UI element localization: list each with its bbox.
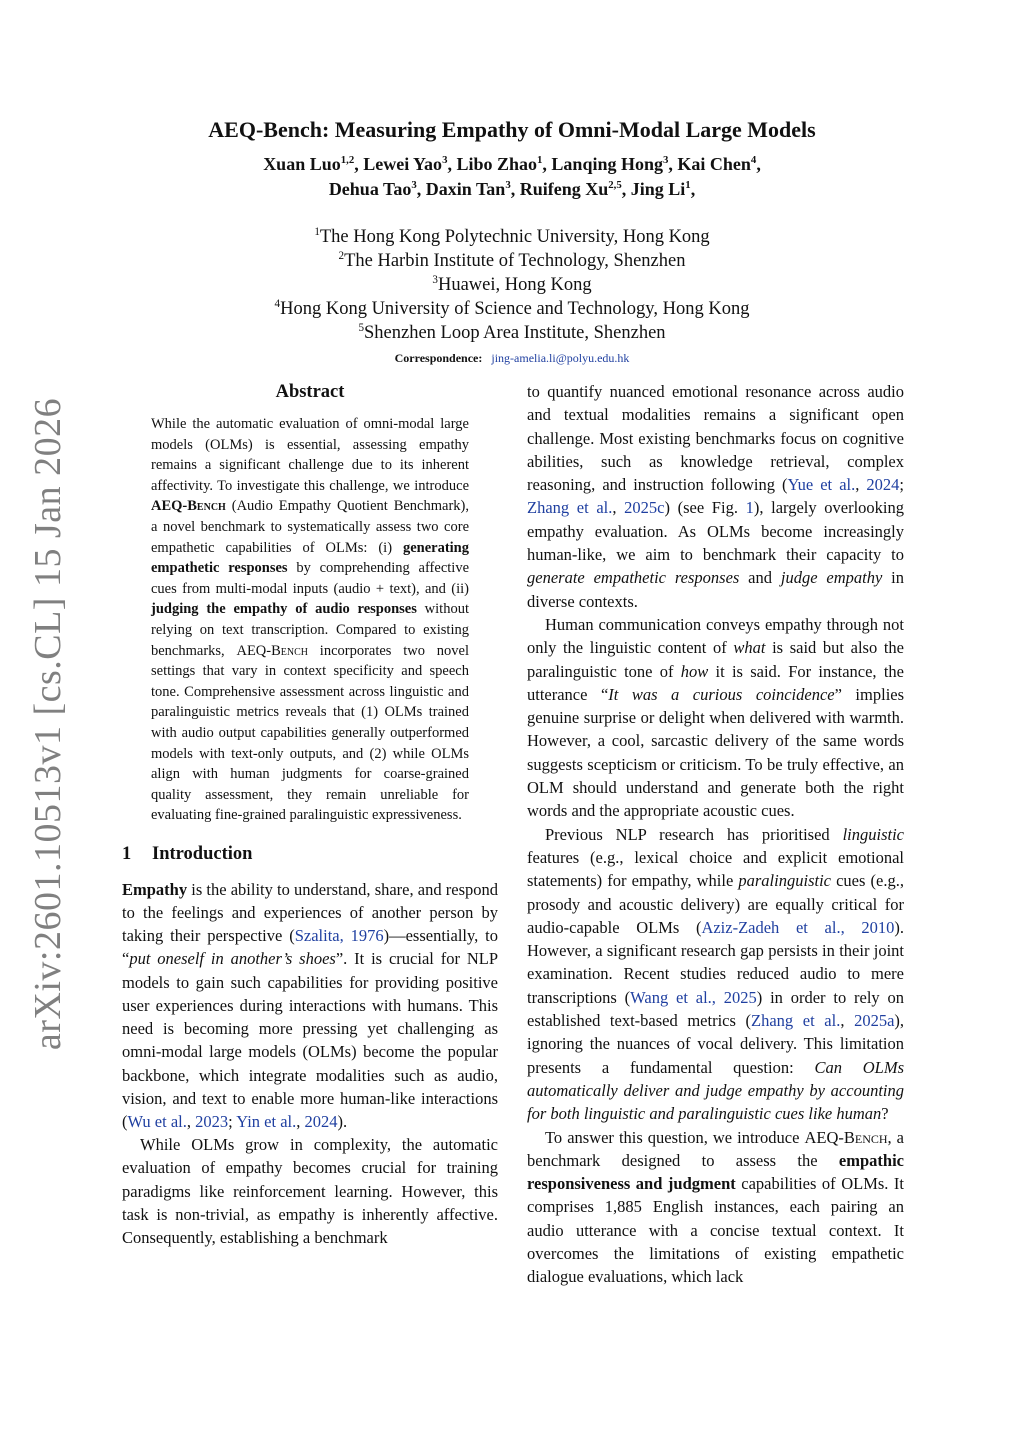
citation-link[interactable]: 2024 [866,475,900,495]
left-column [122,380,498,1249]
abstract-paragraph: While the automatic evaluation of omni-modal large models (OLMs) is essential, assessing empathy remains a significant challenge due to its inherent affectivity. To investigate this challenge, we introduce AEQ-Bench (Audio Empathy Quotient Benchmark), a novel benchmark to systematically assess two core empathetic capabilities of OLMs: (i) generating empathetic responses by comprehending affective cues from multi-modal inputs (audio + text), and (ii) judging the empathy of audio responses without relying on text transcription. Compared to existing benchmarks, AEQ-Bench incorporates two novel settings that vary in context specificity and speech tone. Comprehensive assessment across linguistic and paralinguistic metrics reveals that (1) OLMs trained with audio output capabilities generally outperformed models with text-only outputs, and (2) while OLMs align with human judgments for coarse-grained quality assessment, they remain unreliable for evaluating fine-grained paralinguistic expressiveness. [151,416,470,824]
right-paragraph-2: Human communication conveys empathy through not only the linguistic content of what is said but also the paralinguistic tone of how it is said. For instance, the utterance “It was a curious coincidence” implies genuine surprise or delight when delivered with warmth. However, a cool, sarcastic delivery of the same words suggests scepticism or criticism. To be truly effective, an OLM should understand and generate both the right words and the appropriate acoustic cues. [527,614,905,821]
citation-link[interactable]: Yin et al. [236,1111,297,1131]
citation-link[interactable]: 2025 [723,987,757,1007]
author-daxin-tan: Daxin Tan$^3$, [425,178,520,199]
right-paragraph-1: to quantify nuanced emotional resonance across audio and textual modalities remains a significant open challenge. Most existing benchmarks focus on cognitive abilities, such as knowledge retrieval, complex reasoning, and instruction following (Yue et al., 2024; Zhang et al., 2025c) (see Fig. 1), largely overlooking empathy evaluation. As OLMs become increasingly human-like, we aim to benchmark their capacity to generate empathetic responses and judge empathy in diverse contexts. [527,382,904,611]
right-paragraph-4: To answer this question, we introduce AEQ-Bench, a benchmark designed to assess the empathic responsiveness and judgment capabilities of OLMs. It comprises 1,885 English instances, each pairing an audio utterance with a concise textual context. It overcomes the limitations of existing empathetic dialogue evaluations, which lack [527,1127,904,1287]
introduction-body [122,878,498,1249]
citation-link[interactable]: 2024 [304,1111,338,1131]
correspondence-email-link[interactable]: jing-amelia.li@polyu.edu.hk [491,351,630,365]
citation-link[interactable]: Zhang et al. [751,1011,841,1031]
citation-link[interactable]: 2025c [624,498,665,518]
affiliation-item: $^4$Hong Kong University of Science and Technology, Hong Kong [274,297,750,319]
benchmark-name: AEQ-Bench [151,498,226,515]
right-paragraph-3: Previous NLP research has prioritised linguistic features (e.g., lexical choice and explicit emotional statements) for empathy, while paralinguistic cues (e.g., prosody and acoustic delivery) are equally critical for audio-capable OLMs (Aziz-Zadeh et al., 2010). However, a significant research gap persists in their joint examination. Recent studies reduced audio to mere transcriptions (Wang et al., 2025) in order to rely on established text-based metrics (Zhang et al., 2025a), ignoring the nuances of vocal delivery. This limitation presents a fundamental question: Can OLMs automatically deliver and judge empathy by accounting for both linguistic and paralinguistic cues like human? [527,824,905,1124]
citation-link[interactable]: 2023 [195,1111,229,1131]
arxiv-id: arXiv:2601.10513v1 [cs.CL] 15 Jan 2026 [27,397,70,1051]
citation-link[interactable]: 1976 [350,926,384,946]
citation-link[interactable]: 2025a [854,1011,895,1031]
citation-link[interactable]: Wu et al. [127,1111,187,1131]
section-heading-introduction: 1 Introduction [122,843,253,864]
affiliation-item: $^5$Shenzhen Loop Area Institute, Shenzhen [358,321,666,343]
citation-link[interactable]: Wang et al., [630,987,716,1007]
affiliation-item: $^3$Huawei, Hong Kong [432,273,592,295]
author-xuan-luo: Xuan Luo$^{1,2}$, [263,153,364,174]
citation-link[interactable]: Yue et al. [787,475,856,495]
paper-header [0,114,1024,367]
citation-link[interactable]: Zhang et al. [527,498,613,518]
author-jing-li: Jing Li$^1$, [630,178,696,199]
citation-link[interactable]: Aziz-Zadeh et al., [701,917,845,937]
affiliation-item: $^2$The Harbin Institute of Technology, Shenzhen [338,249,686,271]
intro-paragraph-2: While OLMs grow in complexity, the automatic evaluation of empathy becomes crucial for training paradigms like reinforcement learning. However, this task is non-trivial, as empathy is inherently affective. Consequently, establishing a benchmark [122,1135,498,1247]
arxiv-stamp [24,397,72,1051]
author-lewei-yao: Lewei Yao$^3$, [363,153,457,174]
paper-title: AEQ-Bench: Measuring Empathy of Omni-Modal Large Models [208,117,816,142]
abstract-heading: Abstract [275,382,345,402]
author-list [0,152,1024,202]
intro-paragraph-1: Empathy is the ability to understand, share, and respond to the feelings and experiences of another person by taking their perspective (Szalita, 1976)—essentially, to “put oneself in another’s shoes”. It is crucial for NLP models to gain such capabilities for providing positive user experiences during interactions with humans. This need is becoming more pressing yet challenging as omni-modal large models (OLMs) become the popular backbone, which integrate modalities such as audio, vision, and text to enable more human-like interactions (Wu et al., 2023; Yin et al., 2024). [122,879,499,1131]
benchmark-name: AEQ-Bench [804,1127,888,1147]
citation-link[interactable]: 2010 [861,917,895,937]
correspondence [0,349,1024,367]
affiliation-list [0,225,1024,345]
author-lanqing-hong: Lanqing Hong$^3$, [551,153,678,174]
correspondence-label: Correspondence: [394,351,483,365]
author-libo-zhao: Libo Zhao$^1$, [456,153,552,174]
affiliation-item: $^1$The Hong Kong Polytechnic University, Hong Kong [314,225,710,247]
abstract-body [151,414,469,826]
figure-link[interactable]: 1 [745,498,754,518]
right-column [527,380,904,1289]
author-kai-chen: Kai Chen$^4$, [677,153,761,174]
author-ruifeng-xu: Ruifeng Xu$^{2,5}$, [519,178,631,199]
citation-link[interactable]: Szalita, [294,926,344,946]
author-dehua-tao: Dehua Tao$^3$, [328,178,426,199]
